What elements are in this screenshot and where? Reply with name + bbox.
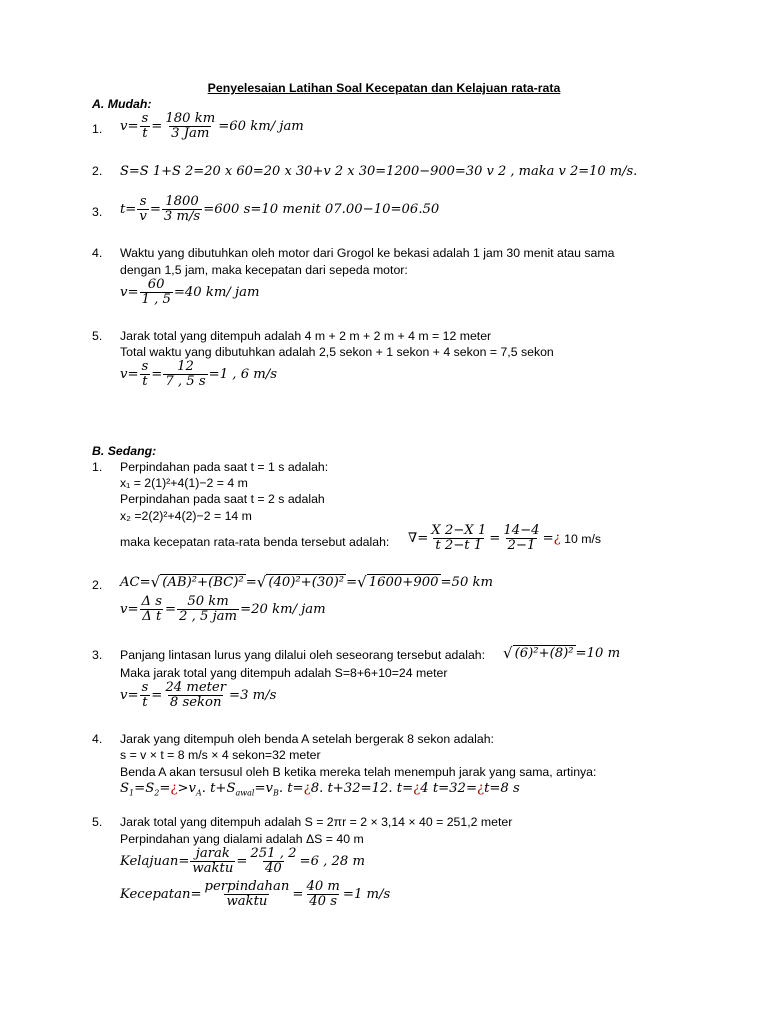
- b5-equation-kelajuan: Kelajuan= jarak waktu = $\frac{251 , 2}{40}$ =6 , 28 m: [120, 846, 366, 876]
- b5-text-line1: Jarak total yang ditempuh adalah S = 2πr = 2 × 3,14 × 40 = 251,2 meter: [120, 815, 513, 829]
- a4-equation: v= $\frac{60}{1 , 5}$ =40 km/ jam: [120, 277, 260, 307]
- a5-number: 5.: [92, 329, 103, 343]
- b4-text-line2: s = v × t = 8 m/s × 4 sekon=32 meter: [120, 748, 321, 762]
- b1-number: 1.: [92, 460, 103, 474]
- b4-number: 4.: [92, 732, 103, 746]
- a4-number: 4.: [92, 246, 103, 260]
- section-a-heading: A. Mudah:: [92, 97, 152, 111]
- b1-text-line2: x₁ = 2(1)²+4(1)−2 = 4 m: [120, 476, 248, 490]
- b1-equation: ∇= $\frac{X 2-X 1}{t 2-t 1}$ = $\frac{14-4}{2-1}$ = ¿ 10 m/s: [408, 523, 602, 553]
- a1-equation: v= $\frac{s}{t}$ = 180 km 3 Jam =60 km/ jam: [120, 111, 304, 141]
- b3-text-line1: Panjang lintasan lurus yang dilalui oleh seseorang tersebut adalah:: [120, 648, 486, 662]
- a4-text-line1: Waktu yang dibutuhkan oleh motor dari Grogol ke bekasi adalah 1 jam 30 menit atau sama: [120, 246, 615, 260]
- b2-equation-ac: AC= √ (AB)²+(BC)² = √ (40)²+(30)² = √ 1600+900 =50 km: [120, 573, 494, 591]
- b3-number: 3.: [92, 648, 103, 662]
- b4-equation: $S_1=S_2=¿>v_A$. $t+S_{awal}=v_B$. t=¿8. t+32=12. t=¿4 t=32=¿t=8 s: [120, 781, 520, 798]
- section-b-heading: B. Sedang:: [92, 444, 157, 458]
- a2-equation: S=S 1+S 2=20 x 60=20 x 30+v 2 x 30=1200−900=30 v 2 , maka v 2=10 m/s.: [120, 164, 638, 179]
- b3-equation: v= $\frac{s}{t}$ = 24 meter 8 sekon =3 m/s: [120, 680, 277, 710]
- b1-text-line1: Perpindahan pada saat t = 1 s adalah:: [120, 460, 329, 474]
- b2-number: 2.: [92, 578, 103, 592]
- b1-text-line4: x₂ =2(2)²+4(2)−2 = 14 m: [120, 509, 252, 523]
- a1-number: 1.: [92, 122, 103, 136]
- b5-text-line2: Perpindahan yang dialami adalah ΔS = 40 m: [120, 832, 364, 846]
- b4-text-line3: Benda A akan tersusul oleh B ketika mereka telah menempuh jarak yang sama, artinya:: [120, 765, 597, 779]
- a3-equation: t= $\frac{s}{v}$ = $\frac{1800}{3 m/s}$ =600 s=10 menit 07.00−10=06.50: [120, 194, 440, 224]
- b1-text-line5: maka kecepatan rata-rata benda tersebut adalah:: [120, 535, 390, 549]
- b1-text-line3: Perpindahan pada saat t = 2 s adalah: [120, 492, 325, 506]
- a3-number: 3.: [92, 205, 103, 219]
- a5-text-line1: Jarak total yang ditempuh adalah 4 m + 2 m + 2 m + 4 m = 12 meter: [120, 329, 492, 343]
- b5-number: 5.: [92, 815, 103, 829]
- b3-root-equation: √ (6)²+(8)² =10 m: [503, 644, 621, 662]
- b3-text-line2: Maka jarak total yang ditempuh adalah S=8+6+10=24 meter: [120, 666, 448, 680]
- b5-equation-kecepatan: Kecepatan= perpindahan waktu = $\frac{40 m}{40 s}$ =1 m/s: [120, 879, 391, 909]
- document-title: Penyelesaian Latihan Soal Kecepatan dan Kelajuan rata-rata: [207, 81, 561, 95]
- b2-equation-v: v= $\frac{\text{Δ s}}{\text{Δ t}}$ = 50 km 2 , 5 jam =20 km/ jam: [120, 594, 326, 624]
- a2-number: 2.: [92, 164, 103, 178]
- b4-text-line1: Jarak yang ditempuh oleh benda A setelah bergerak 8 sekon adalah:: [120, 732, 494, 746]
- a4-text-line2: dengan 1,5 jam, maka kecepatan dari sepeda motor:: [120, 263, 408, 277]
- a5-text-line2: Total waktu yang dibutuhkan adalah 2,5 sekon + 1 sekon + 4 sekon = 7,5 sekon: [120, 345, 554, 359]
- a5-equation: v= $\frac{s}{t}$ = $\frac{12}{7 , 5 s}$ =1 , 6 m/s: [120, 359, 277, 389]
